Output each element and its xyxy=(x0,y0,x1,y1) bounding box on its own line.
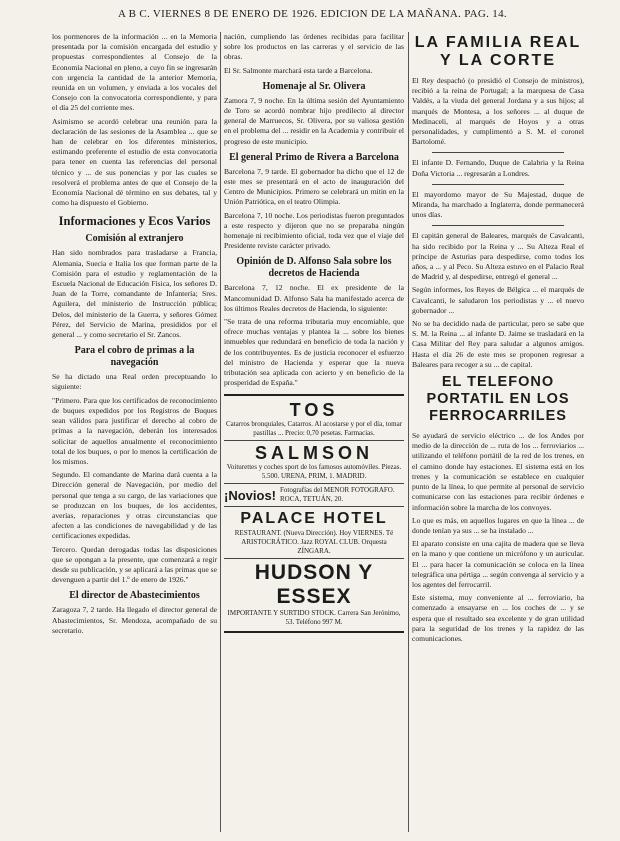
ad-text: Voiturettes y coches sport de los famosos automóviles. Piezas. 5.500. URENA, PRIM, 1. MADRID. xyxy=(226,463,402,481)
article-paragraph: "Primero. Para que los certificados de reconocimiento de buques expedidos por los Registros de Buques sean válidos para justificar el derecho al cobro de primas a la navegación, deberán los interesados solicitar de aquellos anualmente el reconocimiento total de los buques, o por lo menos la certificación de los mismos. xyxy=(52,395,217,466)
section-heading: LA FAMILIA REAL Y LA CORTE xyxy=(414,34,582,69)
article-heading: Opinión de D. Alfonso Sala sobre los decretos de Hacienda xyxy=(236,256,392,280)
ad-novios xyxy=(224,484,404,507)
article-paragraph: Zamora 7, 9 noche. En la última sesión del Ayuntamiento de Toro se acordó nombrar hijo predilecto al director general de Marruecos, Sr. Olivera, por su valiosa gestión en el problema del ... residir en la Academia y contribuir el progreso de este municipio. xyxy=(224,95,404,146)
divider xyxy=(432,225,564,226)
article-paragraph: "Se trata de una reforma tributaria muy encomiable, que ofrece muchas ventajas y plantea la ... sobre los bienes inmuebles que redundará en beneficio de toda la nación y de los contribuyentes. Es de justicia reconocer el esfuerzo del ministro de Hacienda y esperar que la nueva tributación sea aplicada con acierto y en beneficio de la prosperidad de España." xyxy=(224,317,404,388)
ad-tos xyxy=(224,398,404,441)
ad-text: Catarros bronquiales, Catarros. Al acostarse y por el día, tomar pastillas ... Precio: 0,70 pesetas. Farmacias. xyxy=(225,420,403,438)
article-paragraph: Han sido nombrados para trasladarse a Francia, Alemania, Suecia e Italia los que forman parte de la Comisión para el estudio y reglamentación de la Escuela Nacional de Educación Física, los señores D. Juan de la Torre, comandante de Infantería; Sres. Aguilera, del ministerio de Instrucción pública; Delos, del ministerio de la Guerra, y señores Gómez Pérez, del Servicio de Marina, presididos por el general ... y como secretario el Sr. Zancos. xyxy=(52,248,217,340)
article-heading: El general Primo de Rivera a Barcelona xyxy=(229,151,399,163)
article-paragraph: El infante D. Fernando, Duque de Calabria y la Reina Doña Victoria ... regresarán a Londres. xyxy=(412,158,584,178)
column-right xyxy=(412,32,584,832)
ad-title: HUDSON Y ESSEX xyxy=(254,561,374,609)
article-paragraph: Zaragoza 7, 2 tarde. Ha llegado el director general de Abastecimientos, Sr. Mendoza, acompañado de su secretario. xyxy=(52,605,217,635)
article-paragraph: Lo que es más, en aquellos lugares en que la línea ... de donde tenían ya sus ... se ha instalado ... xyxy=(412,515,584,535)
article-paragraph: Según informes, los Reyes de Bélgica ... el marqués de Cavalcanti, le saludaron los periodistas y ... el nuevo gobernador ... xyxy=(412,285,584,315)
article-heading: Comisión al extranjero xyxy=(85,233,184,245)
article-heading: Homenaje al Sr. Olivera xyxy=(262,80,366,92)
divider xyxy=(432,184,564,185)
article-paragraph: Se ha dictado una Real orden preceptuando lo siguiente: xyxy=(52,372,217,392)
column-left xyxy=(52,32,217,832)
article-paragraph: El capitán general de Baleares, marqués de Cavalcanti, ha sido recibido por la Reina y ... Su Alteza Real el príncipe de Asturias para despedirse, como todos los años, a ... y al Peco. Su Alteza estuvo en el Palacio Real de Madrid y, al despedirse, entregó el general ... xyxy=(412,231,584,282)
article-heading: El director de Abastecimientos xyxy=(69,590,200,602)
article-paragraph: Asimismo se acordó celebrar una reunión para la declaración de las sesiones de la Asamblea ... que se han de celebrar en los diferentes ministerios, estimando preferente el estudio de esta convocatoria para tener en cuenta las referencias del personal técnico y ... de sus ponencias y por las cuales se resolverá el problema antes de que el Consejo de la Economía Nacional dé término en sus debates, tal y como ha dispuesto el Gobierno. xyxy=(52,116,217,208)
ad-title: TOS xyxy=(289,400,339,421)
article-paragraph: El aparato consiste en una cajita de madera que se lleva en la mano y que contiene un micrófono y un auricular. El ... para hacer la comunicación se coloca en la línea telegráfica una pértiga ... según convenga al servicio y a los agentes del ferrocarril. xyxy=(412,539,584,589)
ad-text: RESTAURANT. (Nueva Dirección). Hoy VIERNES. Té ARISTOCRÁTICO. Jazz ROYAL CLUB. Orquesta ZÍNGARA. xyxy=(234,529,394,556)
column-rule xyxy=(220,32,221,832)
column-middle xyxy=(224,32,404,832)
ad-text: IMPORTANTE Y SURTIDO STOCK. Carrera San Jerónimo, 53. Teléfono 997 M. xyxy=(227,609,401,627)
divider xyxy=(432,152,564,153)
section-heading: EL TELEFONO PORTATIL EN LOS FERROCARRILES xyxy=(426,374,570,425)
article-paragraph: Barcelona 7, 9 tarde. El gobernador ha dicho que el 12 de este mes se presentará en el acto de inauguración del Centro de Municipios. Primero se celebrará un mitin en la Unión Patriótica, en el teatro Olimpia. xyxy=(224,166,404,207)
article-paragraph: los pormenores de la información ... en la Memoria presentada por la comisión encargada del estudio y propuestas correspondientes al Consejo de la Economía Nacional en pleno, a cuyo fin se ingresarán con urgencia la cantidad de la anterior Memoria, reunida en un volumen, y enviada a los vocales del Consejo con la convocatoria correspondiente, y para el día 25 del corriente mes. xyxy=(52,32,217,113)
article-heading: Para el cobro de primas a la navegación xyxy=(74,345,195,369)
article-paragraph: Este sistema, muy conveniente al ... ferroviario, ha comenzado a ensayarse en ... los coches de ... y se espera que el resultado sea excelente y de gran utilidad para la seguridad de los trenes y la rapidez de las comunicaciones. xyxy=(412,593,584,643)
article-paragraph: No se ha decidido nada de particular, pero se sabe que S. M. la Reina ... al infante D. Jaime se trasladará en la Casa Militar del Rey para saludar a algunos amigos. Hasta el día 26 de este mes se proponen regresar a Baleares para recoger a su ... de capital. xyxy=(412,319,584,369)
ad-title: SALMSON xyxy=(255,443,373,464)
article-paragraph: Barcelona 7, 10 noche. Los periodistas fueron preguntados a este respecto y dijeron que no se preparaba ningún homenaje ni recibimiento oficial, toda vez que el viaje del Presidente reviste carácter privado. xyxy=(224,210,404,251)
article-paragraph: Segundo. El comandante de Marina dará cuenta a la Dirección general de Navegación, por medio del personal que tenga a su cargo, de las variaciones que se produzcan en los buques, de los accidentes, averías, reparaciones y otras circunstancias que afecten a las condiciones de navegabilidad y de las certificaciones expedidas. xyxy=(52,470,217,541)
article-paragraph: El mayordomo mayor de Su Majestad, duque de Miranda, ha marchado a Inglaterra, donde permanecerá unos días. xyxy=(412,189,584,220)
column-rule xyxy=(408,32,409,832)
advertisement-block xyxy=(224,394,404,633)
article-paragraph: Barcelona 7, 12 noche. El ex presidente de la Mancomunidad D. Alfonso Sala ha manifestado acerca de los últimos Reales decretos de Hacienda, lo siguiente: xyxy=(224,283,404,313)
page-header: A B C. VIERNES 8 DE ENERO DE 1926. EDICION DE LA MAÑANA. PAG. 14. xyxy=(118,8,507,20)
ad-palace-hotel xyxy=(224,507,404,559)
ad-salmson xyxy=(224,441,404,484)
article-paragraph: El Sr. Salmonte marchará esta tarde a Barcelona. xyxy=(224,65,373,75)
ad-hudson-essex xyxy=(224,559,404,629)
article-paragraph: nación, cumpliendo las órdenes recibidas para facilitar sobre los productos en las carreras y el servicio de las obras. xyxy=(224,32,404,62)
section-heading: Informaciones y Ecos Varios xyxy=(58,214,211,229)
article-paragraph: El Rey despachó (o presidió el Consejo de ministros), recibió a la reina de Portugal; a la marquesa de Casa Valdés, a la viuda del general Jordana y a sus hijos; al marqués de Montesa, a los señores ... al duque de Medinaceli, al marqués de Hoyos y a otras personalidades, y cumplimentó a S. M. el coronel Bartolomé. xyxy=(412,76,584,147)
ad-text: Fotografías del MENOR FOTOGRAFO. ROCA, TETUÁN, 20. xyxy=(280,486,395,504)
article-paragraph: Se ayudará de servicio eléctrico ... de los Andes por medio de la dirección de ... ruta de los ... ferroviarios ... utilizando el teléfono portátil de la red de los trenes, en el camino donde hay estaciones. El sistema está en los trenes y la comunicación se establece en cualquier punto de la línea, lo que permite al personal de servicio comunicarse con las estaciones para recibir órdenes e información sobre la marcha de los convoyes. xyxy=(412,431,584,512)
ad-title: PALACE HOTEL xyxy=(240,510,388,528)
article-paragraph: Tercero. Quedan derogadas todas las disposiciones que se opongan a la presente, que comenzará a regir desde su publicación, y se aplicará a las primas que se devenguen a partir del 1.º de enero de 1926." xyxy=(52,544,217,585)
ad-title: ¡Novios! xyxy=(224,487,276,503)
